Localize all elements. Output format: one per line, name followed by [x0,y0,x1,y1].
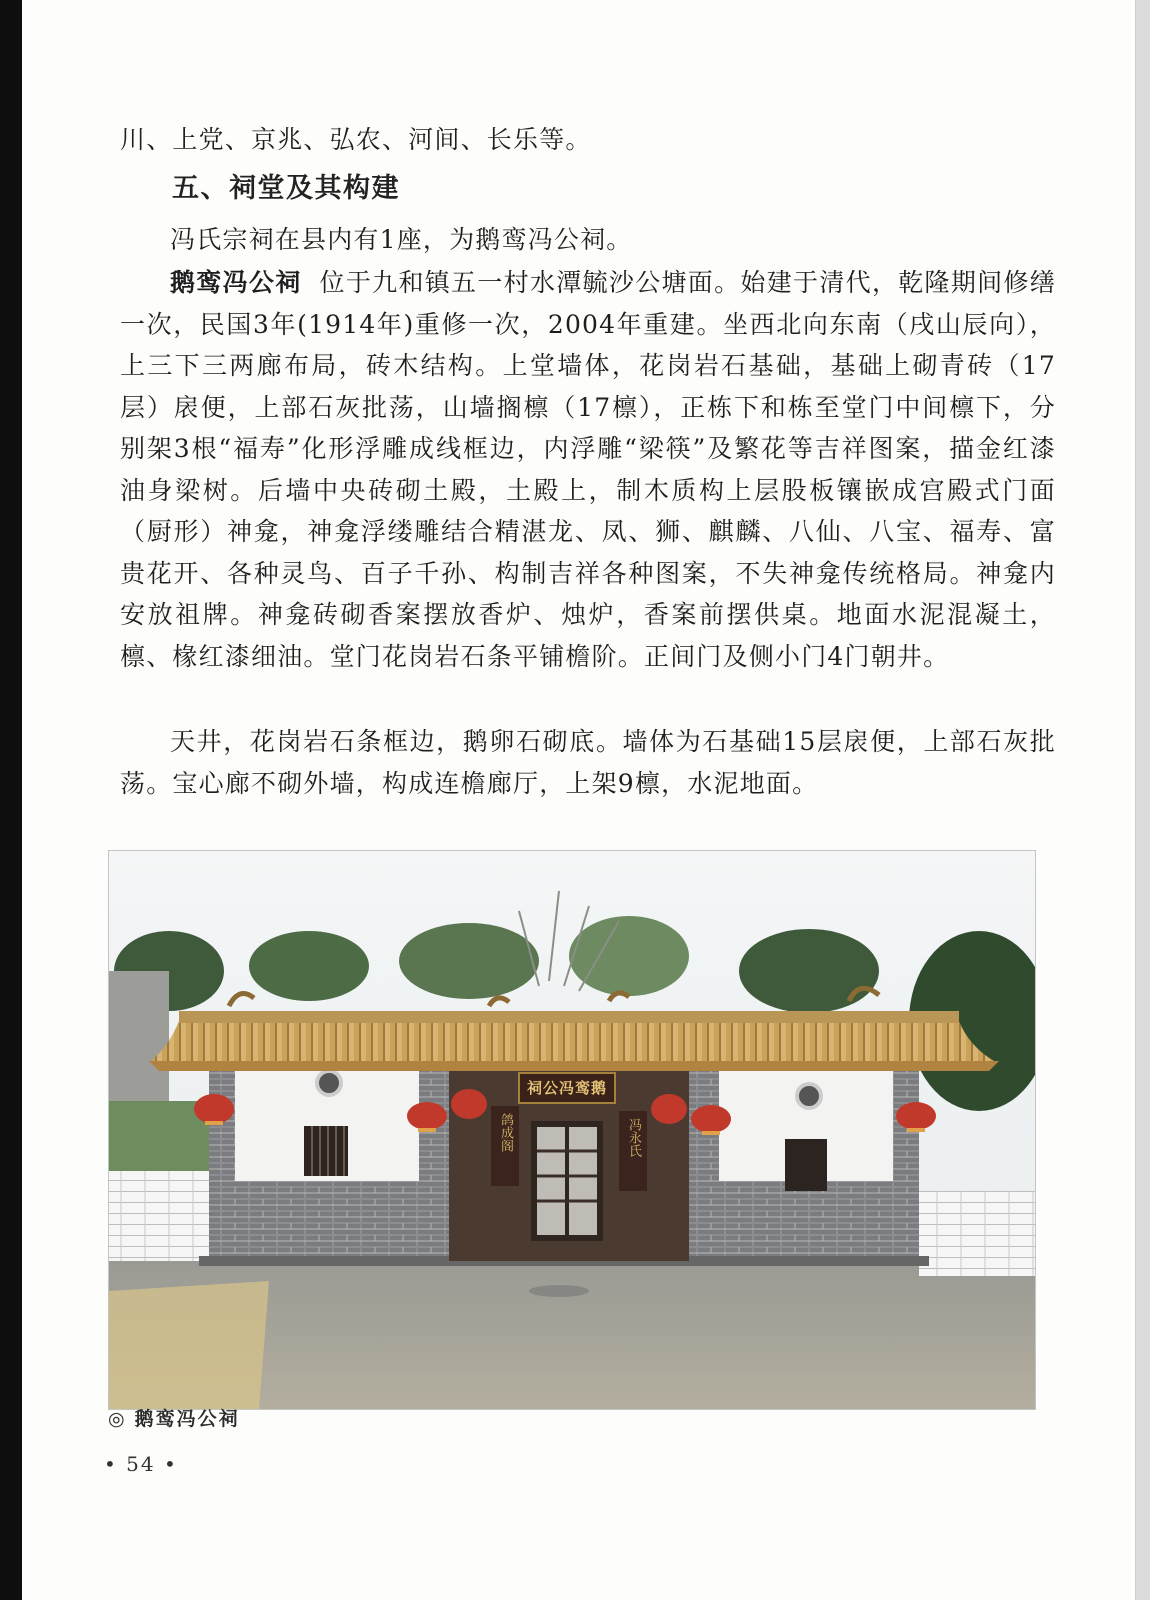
figure-caption [108,1404,240,1431]
paragraph-courtyard: 天井，花岗岩石条框边，鹅卵石砌底。墙体为石基础15层扆便，上部石灰批荡。宝心廊不砌外墙，构成连檐廊厅，上架9檩，水泥地面。 [120,727,1056,798]
scan-border-right [1135,0,1150,1600]
caption-mark: ◎ [108,1408,127,1430]
section-heading: 五、祠堂及其构建 [172,173,400,204]
caption-text: 鹅鸾冯公祠 [134,1408,240,1430]
round-window-right [797,1084,821,1108]
book-page [22,0,1136,1600]
round-window-left [317,1071,341,1095]
paragraph-entry [120,262,1056,677]
entry-term: 鹅鸾冯公祠 [170,268,302,297]
paragraph-continued: 川、上党、京兆、弘农、河间、长乐等。 [120,125,592,154]
scan-border-left [0,0,22,1600]
fence-wall-left [109,1171,209,1261]
fence-wall-right [919,1191,1035,1276]
window-left [304,1126,348,1176]
window-right [785,1139,827,1191]
plaque-text: 祠公冯鸾鹅 [526,1079,607,1097]
couplet-right-text: 冯永氏 [626,1118,641,1157]
entry-body: 位于九和镇五一村水潭毓沙公塘面。始建于清代，乾隆期间修缮一次，民国3年(1914年)重修一次，2004年重建。坐西北向东南（戌山辰向），上三下三两廊布局，砖木结构。上堂墙体，花岗岩石基础，基础上砌青砖（17层）扆便，上部石灰批荡，山墙搁檩（17檩），正栋下和栋至堂门中间檩下，分别架3根“福寿”化形浮雕成线框边，内浮雕“梁筷”及繁花等吉祥图案，描金红漆油身梁树。后墙中央砖砌土殿，土殿上，制木质构上层股板镶嵌成宫殿式门面（厨形）神龛，神龛浮缕雕结合精湛龙、凤、狮、麒麟、八仙、八宝、福寿、富贵花开、各种灵鸟、百子千孙、构制吉祥各种图案，不失神龛传统格局。神龛内安放祖牌。神龛砖砌香案摆放香炉、烛炉，香案前摆供桌。地面水泥混凝土，檩、椽红漆细油。堂门花岗岩石条平铺檐阶。正间门及侧小门4门朝井。 [120,268,1056,671]
paragraph-intro: 冯氏宗祠在县内有1座，为鹅鸾冯公祠。 [170,225,633,254]
page-number: • 54 • [104,1452,178,1476]
ancestral-hall-photo [108,850,1036,1410]
couplet-left-text: 鸽成阁 [498,1113,513,1152]
